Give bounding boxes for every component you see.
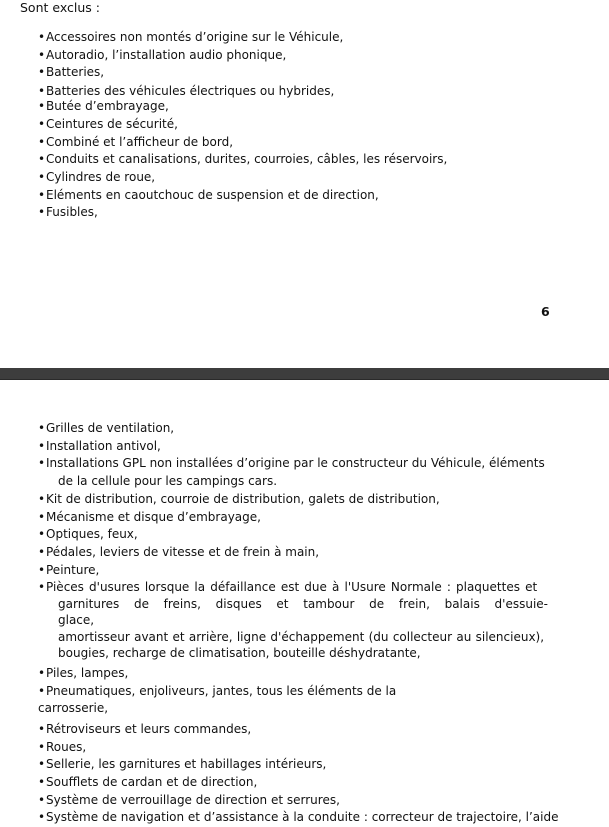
list-item: • Butée d’embrayage, [38,98,578,116]
exclusions-list [38,29,578,222]
list-item: • Fusibles, [38,204,578,222]
list-item: • Kit de distribution, courroie de distribution, galets de distribution, [38,491,548,509]
page-number: 6 [541,304,550,319]
list-item [38,579,548,662]
list-item-line: garnitures de freins, disques et tambour de frein, balais d'essuie-glace, [58,596,548,628]
list-item: • Batteries des véhicules électriques ou hybrides, [38,84,578,98]
list-item: • Roues, [38,739,548,757]
list-item-line: carrosserie, [38,701,109,716]
list-item [38,683,548,718]
exclusions-list-continued [38,420,559,827]
list-item: • Batteries, [38,64,578,82]
list-item-line: Pneumatiques, enjoliveurs, jantes, tous les éléments de la [46,683,397,698]
list-item: • Accessoires non montés d’origine sur le Véhicule, [38,29,578,47]
list-item: • Pédales, leviers de vitesse et de frein à main, [38,544,548,562]
list-item-line: Pièces d'usures lorsque la défaillance est due à l'Usure Normale : plaquettes et [46,580,538,595]
list-item: • Optiques, feux, [38,526,548,544]
list-item-line: amortisseur avant et arrière, ligne d'échappement (du collecteur au silencieux), [58,629,545,644]
document-page-2 [0,380,609,825]
document-page-1 [0,0,609,368]
list-item: • Conduits et canalisations, durites, courroies, câbles, les réservoirs, [38,151,578,169]
list-item: • Cylindres de roue, [38,169,578,187]
list-item: • Piles, lampes, [38,665,548,683]
list-item: • Système de navigation et d’assistance à la conduite : correcteur de trajectoire, l’aide [38,809,548,827]
page-separator [0,368,609,380]
list-item: • Combiné et l’afficheur de bord, [38,134,578,152]
exclusions-heading: Sont exclus : [20,0,100,15]
list-item: • Installation antivol, [38,438,548,456]
list-item: • Mécanisme et disque d’embrayage, [38,509,548,527]
list-item: • Rétroviseurs et leurs commandes, [38,721,548,739]
list-item [38,455,548,490]
list-item: • Sellerie, les garnitures et habillages intérieurs, [38,756,548,774]
list-item: • Autoradio, l’installation audio phonique, [38,47,578,65]
list-item: • Grilles de ventilation, [38,420,548,438]
list-item: • Système de verrouillage de direction et serrures, [38,792,548,810]
list-item-line: de la cellule pour les campings cars. [58,474,278,489]
list-item: • Peinture, [38,562,548,580]
list-item: • Soufflets de cardan et de direction, [38,774,548,792]
list-item-line: Installations GPL non installées d’origine par le constructeur du Véhicule, éléments [46,456,545,471]
list-item-line: bougies, recharge de climatisation, bouteille déshydratante, [58,646,421,661]
list-item: • Eléments en caoutchouc de suspension et de direction, [38,187,578,205]
list-item: • Ceintures de sécurité, [38,116,578,134]
